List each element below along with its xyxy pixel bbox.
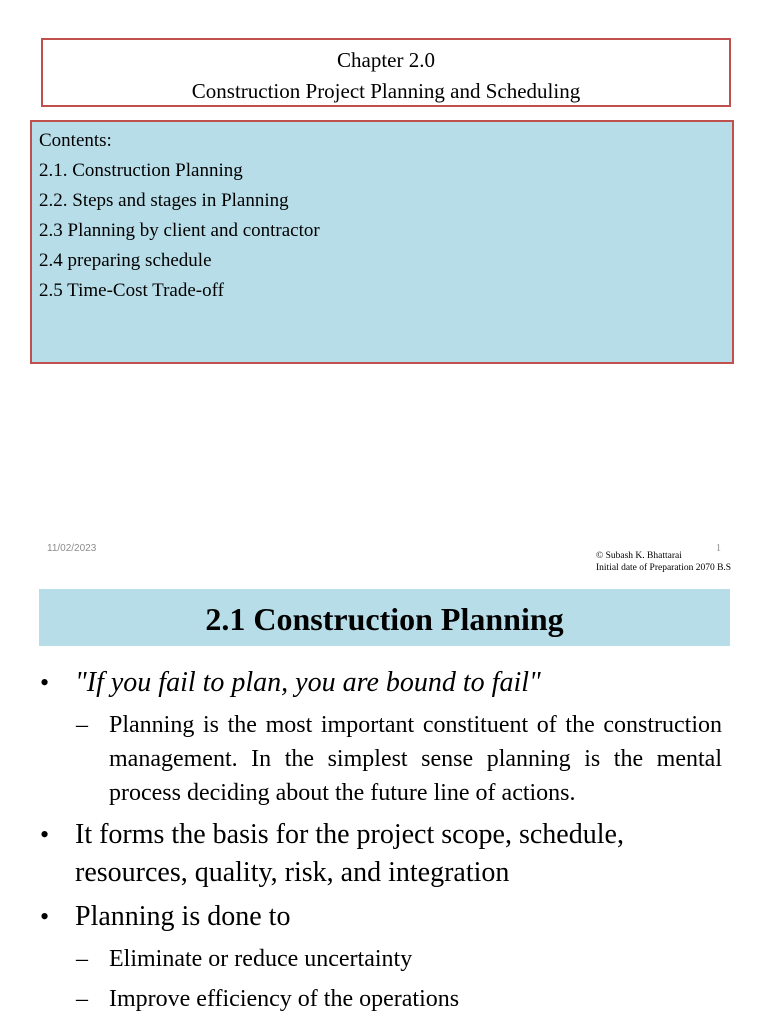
sub-bullet-text: Planning is the most important constituent of the construction management. In the simplest sense planning is the mental process deciding about the future line of actions. (109, 712, 722, 806)
sub-bullet-item (38, 942, 722, 976)
section-heading: 2.1 Construction Planning (39, 589, 730, 646)
chapter-title-box (41, 38, 731, 107)
sub-bullet-text: Improve efficiency of the operations (109, 986, 460, 1012)
bullet-text: It forms the basis for the project scope, schedule, resources, quality, risk, and integration (75, 819, 624, 888)
contents-item-2-2: 2.2. Steps and stages in Planning (39, 190, 289, 211)
contents-item-2-3: 2.3 Planning by client and contractor (39, 220, 320, 241)
bullet-item (38, 898, 722, 936)
bullet-glyph: • (40, 902, 50, 931)
chapter-number: Chapter 2.0 (337, 48, 435, 72)
sub-bullet-text: Eliminate or reduce uncertainty (109, 946, 413, 972)
dash-glyph: – (76, 946, 88, 972)
bullet-item (38, 816, 722, 892)
contents-item-2-1: 2.1. Construction Planning (39, 160, 243, 181)
page-number: 1 (716, 543, 721, 554)
footer-credit (596, 550, 731, 574)
footer-date: 11/02/2023 (47, 543, 97, 554)
dash-glyph: – (76, 986, 88, 1012)
bullet-glyph: • (40, 668, 50, 697)
footer-note: Initial date of Preparation 2070 B.S (596, 563, 732, 573)
contents-item-2-5: 2.5 Time-Cost Trade-off (39, 280, 224, 301)
bullet-text: Planning is done to (75, 901, 291, 932)
footer-author: © Subash K. Bhattarai (596, 551, 682, 561)
contents-heading: Contents: (39, 130, 112, 151)
bullet-item (38, 664, 722, 702)
sub-bullet-item (38, 982, 722, 1016)
dash-glyph: – (76, 712, 88, 738)
contents-box (30, 120, 734, 364)
chapter-title: Construction Project Planning and Scheduling (191, 79, 581, 103)
contents-item-2-4: 2.4 preparing schedule (39, 250, 212, 271)
bullet-glyph: • (40, 820, 50, 849)
bullet-list (38, 664, 722, 1022)
bullet-text: "If you fail to plan, you are bound to fail" (75, 667, 541, 698)
sub-bullet-item (38, 708, 722, 810)
